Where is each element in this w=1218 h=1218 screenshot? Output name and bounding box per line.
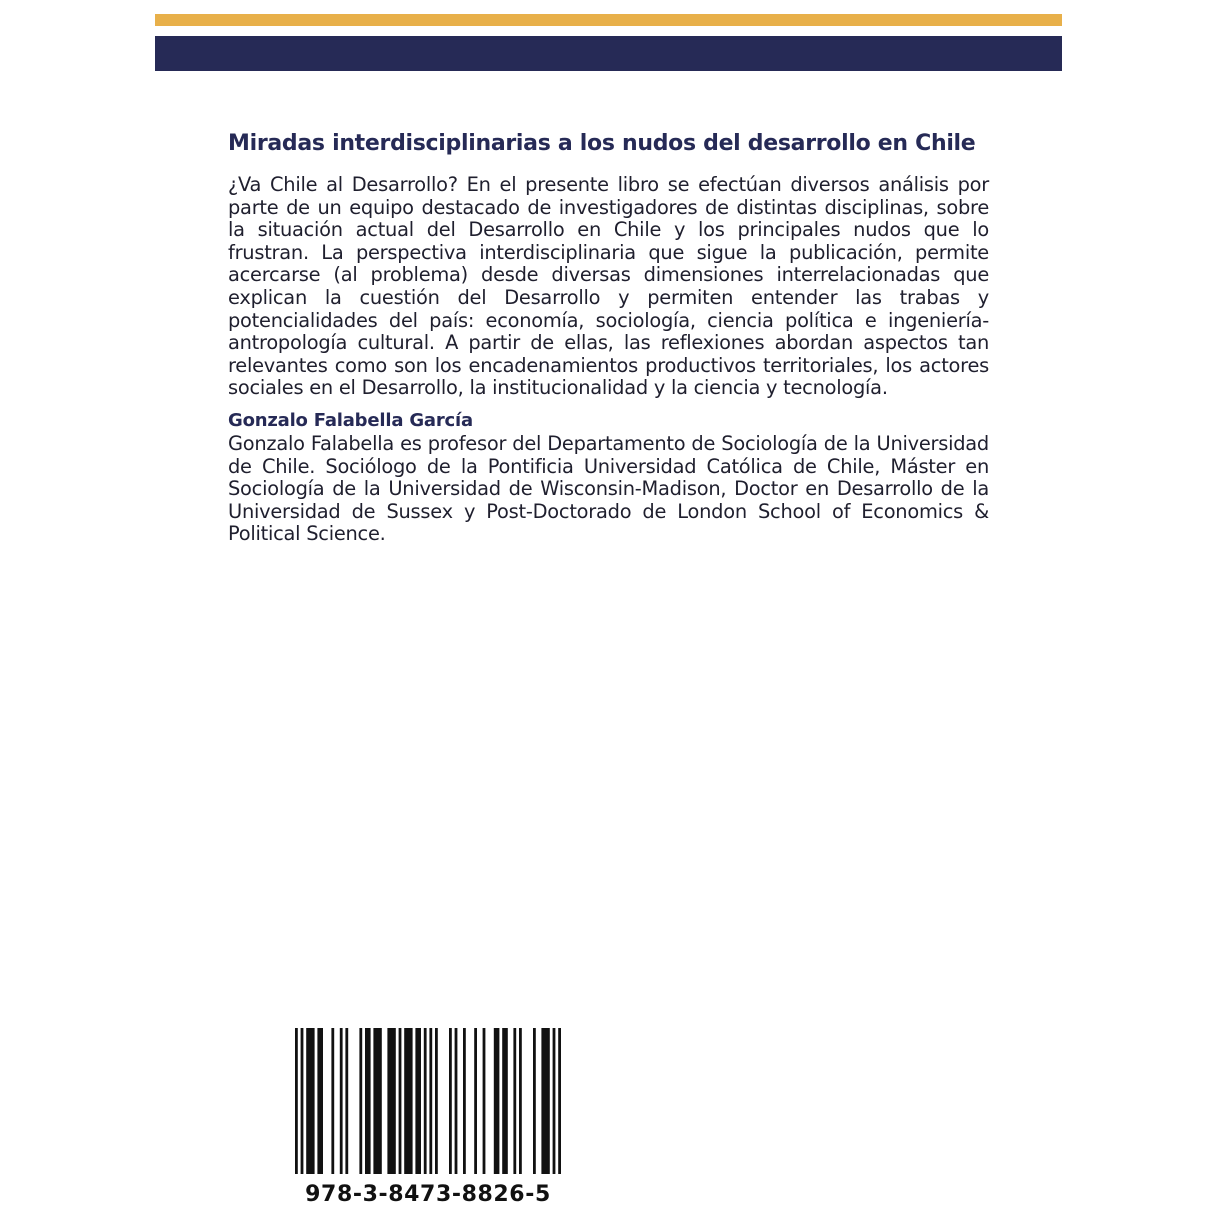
- barcode-bar: [474, 1028, 477, 1174]
- isbn-number: 978-3-8473-8826-5: [305, 1182, 551, 1207]
- barcode-bar: [331, 1028, 334, 1174]
- barcode-bar: [359, 1028, 362, 1174]
- barcode-bar: [502, 1028, 508, 1174]
- barcode-bar: [301, 1028, 304, 1174]
- barcode-bar: [558, 1028, 561, 1174]
- barcode-bar: [533, 1028, 536, 1174]
- barcode-bar: [404, 1028, 412, 1174]
- barcode-bar: [365, 1028, 371, 1174]
- barcode-bar: [519, 1028, 522, 1174]
- book-title: Miradas interdisciplinarias a los nudos del desarrollo en Chile: [228, 131, 976, 156]
- barcode-bar: [513, 1028, 516, 1174]
- barcode-bar: [463, 1028, 466, 1174]
- barcode-bar: [317, 1028, 323, 1174]
- isbn-barcode: [295, 1028, 561, 1174]
- barcode-bar: [494, 1028, 500, 1174]
- author-name: Gonzalo Falabella García: [228, 409, 473, 431]
- barcode-bar: [435, 1028, 438, 1174]
- barcode-bar: [345, 1028, 348, 1174]
- barcode-bar: [541, 1028, 549, 1174]
- barcode-bar: [429, 1028, 432, 1174]
- barcode-bar: [373, 1028, 381, 1174]
- barcode-bar: [340, 1028, 343, 1174]
- barcode-bar: [553, 1028, 556, 1174]
- barcode-bar: [449, 1028, 452, 1174]
- barcode-bar: [483, 1028, 486, 1174]
- barcode-bar: [306, 1028, 314, 1174]
- barcode-icon: [295, 1028, 561, 1174]
- barcode-bar: [415, 1028, 421, 1174]
- barcode-bar: [295, 1028, 298, 1174]
- barcode-bar: [399, 1028, 402, 1174]
- top-navy-band: [155, 36, 1062, 71]
- author-bio: Gonzalo Falabella es profesor del Departamento de Sociología de la Universidad de Chile. Sociólogo de la Pontificia Universidad Católica de Chile, Máster en Sociología de la Universidad de Wisconsin-Madison, Doctor en Desarrollo de la Universidad de Sussex y Post-Doctorado de London School of Economics & Political Science.: [228, 431, 989, 546]
- top-gold-band: [155, 14, 1062, 26]
- back-cover-text: [228, 128, 989, 546]
- barcode-bar: [387, 1028, 395, 1174]
- book-description: ¿Va Chile al Desarrollo? En el presente libro se efectúan diversos análisis por parte de un equipo destacado de investigadores de distintas disciplinas, sobre la situación actual del Desarrollo en Chile y los principales nudos que lo frustran. La perspectiva interdisciplinaria que sigue la publicación, permite acercarse (al problema) desde diversas dimensiones interrelacionadas que explican la cuestión del Desarrollo y permiten entender las trabas y potencialidades del país: economía, sociología, ciencia política e ingeniería-antropología cultural. A partir de ellas, las reflexiones abordan aspectos tan relevantes como son los encadenamientos productivos territoriales, los actores sociales en el Desarrollo, la institucionalidad y la ciencia y tecnología.: [228, 173, 989, 400]
- barcode-bar: [424, 1028, 427, 1174]
- barcode-bar: [455, 1028, 458, 1174]
